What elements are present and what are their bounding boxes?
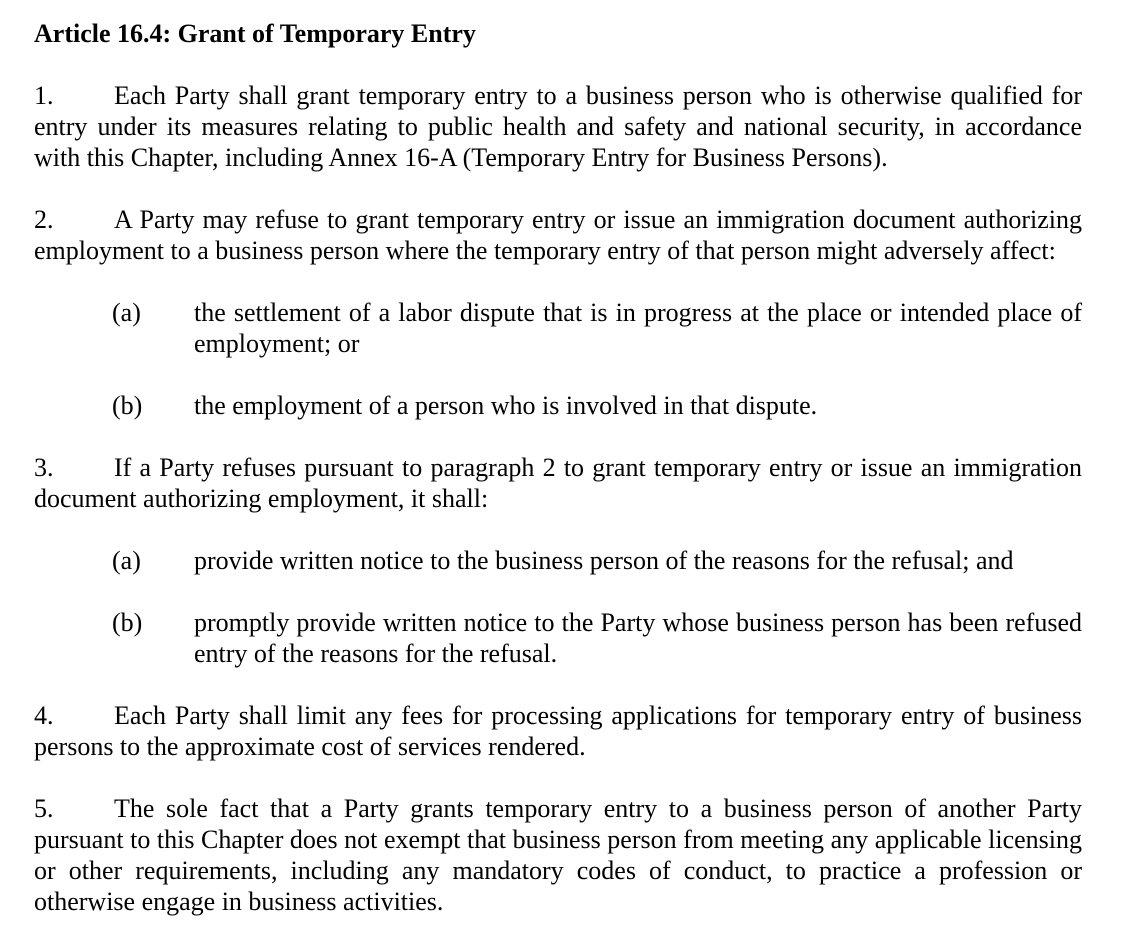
paragraph-number: 3.	[34, 453, 54, 482]
subparagraph-label: (a)	[112, 298, 141, 327]
paragraph-number: 2.	[34, 205, 54, 234]
subparagraph-text: the employment of a person who is involved in that dispute.	[194, 391, 818, 420]
paragraph-text: The sole fact that a Party grants temporary entry to a business person of another Party pursuant to this Chapter does not exempt that business person from meeting any applicable licensing or other requirements, including any mandatory codes of conduct, to practice a profession or otherwise engage in business activities.	[34, 794, 1082, 916]
subparagraph-text: promptly provide written notice to the Party whose business person has been refused entry of the reasons for the refusal.	[194, 608, 1082, 668]
subparagraph-text: the settlement of a labor dispute that is in progress at the place or intended place of employment; or	[194, 298, 1082, 358]
subparagraph-text: provide written notice to the business person of the reasons for the refusal; and	[194, 546, 1014, 575]
subparagraph-2b	[34, 390, 1082, 421]
article-title: Article 16.4: Grant of Temporary Entry	[34, 19, 476, 48]
paragraph-text: A Party may refuse to grant temporary entry or issue an immigration document authorizing employment to a business person where the temporary entry of that person might adversely affect:	[34, 205, 1082, 265]
paragraph-text: Each Party shall limit any fees for processing applications for temporary entry of business persons to the approximate cost of services rendered.	[34, 701, 1082, 761]
subparagraph-2a	[34, 297, 1082, 359]
paragraph-3	[34, 452, 1082, 514]
subparagraph-label: (a)	[112, 546, 141, 575]
subparagraph-3a	[34, 545, 1082, 576]
paragraph-number: 5.	[34, 794, 54, 823]
paragraph-number: 1.	[34, 81, 54, 110]
paragraph-text: If a Party refuses pursuant to paragraph 2 to grant temporary entry or issue an immigration document authorizing employment, it shall:	[34, 453, 1082, 513]
paragraph-1	[34, 80, 1082, 173]
paragraph-5	[34, 793, 1082, 917]
paragraph-2	[34, 204, 1082, 266]
subparagraph-label: (b)	[112, 391, 143, 420]
paragraph-number: 4.	[34, 701, 54, 730]
subparagraph-label: (b)	[112, 608, 143, 637]
paragraph-4	[34, 700, 1082, 762]
subparagraph-3b	[34, 607, 1082, 669]
paragraph-text: Each Party shall grant temporary entry to a business person who is otherwise qualified for entry under its measures relating to public health and safety and national security, in accordance with this Chapter, including Annex 16-A (Temporary Entry for Business Persons).	[34, 81, 1082, 172]
